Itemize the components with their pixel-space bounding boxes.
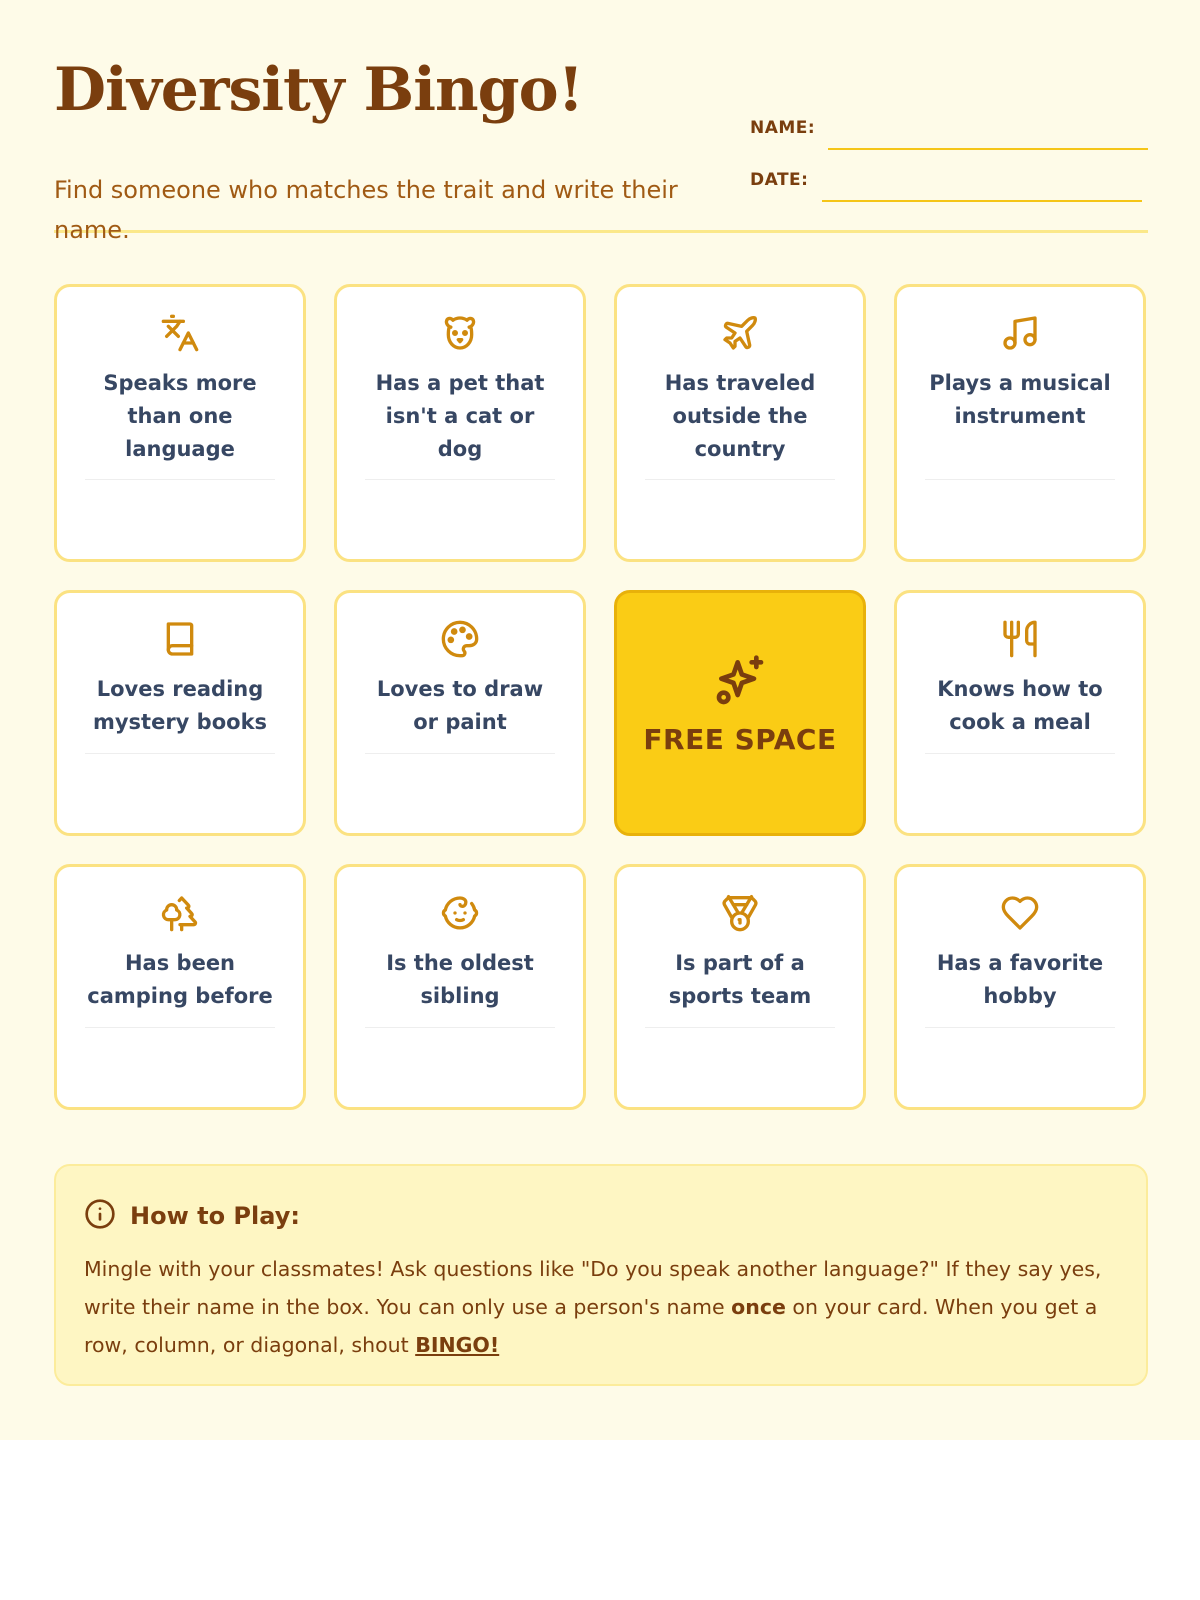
write-line[interactable]	[365, 479, 555, 480]
baby-icon	[440, 893, 480, 933]
cell-text: Plays a musical instrument	[929, 371, 1111, 428]
translate-icon	[160, 313, 200, 353]
write-line[interactable]	[925, 753, 1115, 754]
bingo-cell[interactable]	[334, 864, 586, 1110]
write-line[interactable]	[925, 479, 1115, 480]
write-line[interactable]	[925, 1027, 1115, 1028]
bingo-cell[interactable]	[894, 284, 1146, 562]
bingo-grid	[54, 284, 1148, 1110]
instructions-part-2: on your card. When you get a row, column, or diagonal, shout	[84, 1295, 1098, 1357]
plane-icon	[720, 313, 760, 353]
page-subtitle: Find someone who matches the trait and write their name.	[54, 176, 678, 244]
bingo-cell[interactable]	[614, 864, 866, 1110]
bingo-cell[interactable]	[54, 284, 306, 562]
heart-icon	[1000, 893, 1040, 933]
bingo-cell[interactable]	[334, 590, 586, 836]
utensils-icon	[1000, 619, 1040, 659]
cell-text: Has traveled outside the country	[664, 371, 816, 461]
write-line[interactable]	[85, 479, 275, 480]
trees-icon	[160, 893, 200, 933]
paw-icon	[440, 313, 480, 353]
how-to-play-title: How to Play:	[130, 1202, 300, 1230]
bingo-cell[interactable]	[54, 864, 306, 1110]
cell-text: Is the oldest sibling	[386, 951, 534, 1008]
page-title: Diversity Bingo!	[54, 55, 583, 125]
bingo-cell[interactable]	[334, 284, 586, 562]
instructions-part-1: Mingle with your classmates! Ask questions like "Do you speak another language?" If they say yes, write their name in the box. You can only use a person's name	[84, 1257, 1102, 1319]
cell-text: Has been camping before	[87, 951, 273, 1008]
how-to-play-text	[84, 1250, 1118, 1364]
write-line[interactable]	[85, 1027, 275, 1028]
medal-icon	[720, 893, 760, 933]
write-line[interactable]	[645, 1027, 835, 1028]
cell-text: Is part of a sports team	[668, 951, 812, 1008]
bingo-cell[interactable]	[54, 590, 306, 836]
how-to-play-box	[54, 1164, 1148, 1386]
date-field[interactable]	[750, 162, 1148, 202]
write-line[interactable]	[645, 479, 835, 480]
bingo-cell[interactable]	[894, 590, 1146, 836]
book-icon	[160, 619, 200, 659]
cell-text: Speaks more than one language	[103, 371, 257, 461]
name-field[interactable]	[750, 110, 1148, 150]
write-line[interactable]	[365, 753, 555, 754]
cell-text: Loves to draw or paint	[376, 677, 544, 734]
instructions-emphasis: once	[731, 1295, 786, 1319]
name-label: NAME:	[750, 118, 816, 138]
write-line[interactable]	[365, 1027, 555, 1028]
free-space-label: FREE SPACE	[643, 723, 837, 756]
sparkles-icon	[712, 653, 768, 709]
info-icon	[84, 1198, 116, 1234]
cell-text: Knows how to cook a meal	[937, 677, 1103, 734]
date-line[interactable]	[822, 200, 1142, 202]
bingo-cell[interactable]	[614, 284, 866, 562]
header	[54, 50, 1148, 244]
cell-text: Has a pet that isn't a cat or dog	[375, 371, 545, 461]
free-space-cell[interactable]	[614, 590, 866, 836]
write-line[interactable]	[85, 753, 275, 754]
how-to-play-heading	[84, 1198, 300, 1234]
bingo-shout: BINGO!	[415, 1333, 500, 1357]
music-note-icon	[1000, 313, 1040, 353]
cell-text: Loves reading mystery books	[92, 677, 268, 734]
name-line[interactable]	[828, 148, 1148, 150]
bingo-cell[interactable]	[894, 864, 1146, 1110]
cell-text: Has a favorite hobby	[936, 951, 1104, 1008]
date-label: DATE:	[750, 170, 809, 190]
palette-icon	[440, 619, 480, 659]
